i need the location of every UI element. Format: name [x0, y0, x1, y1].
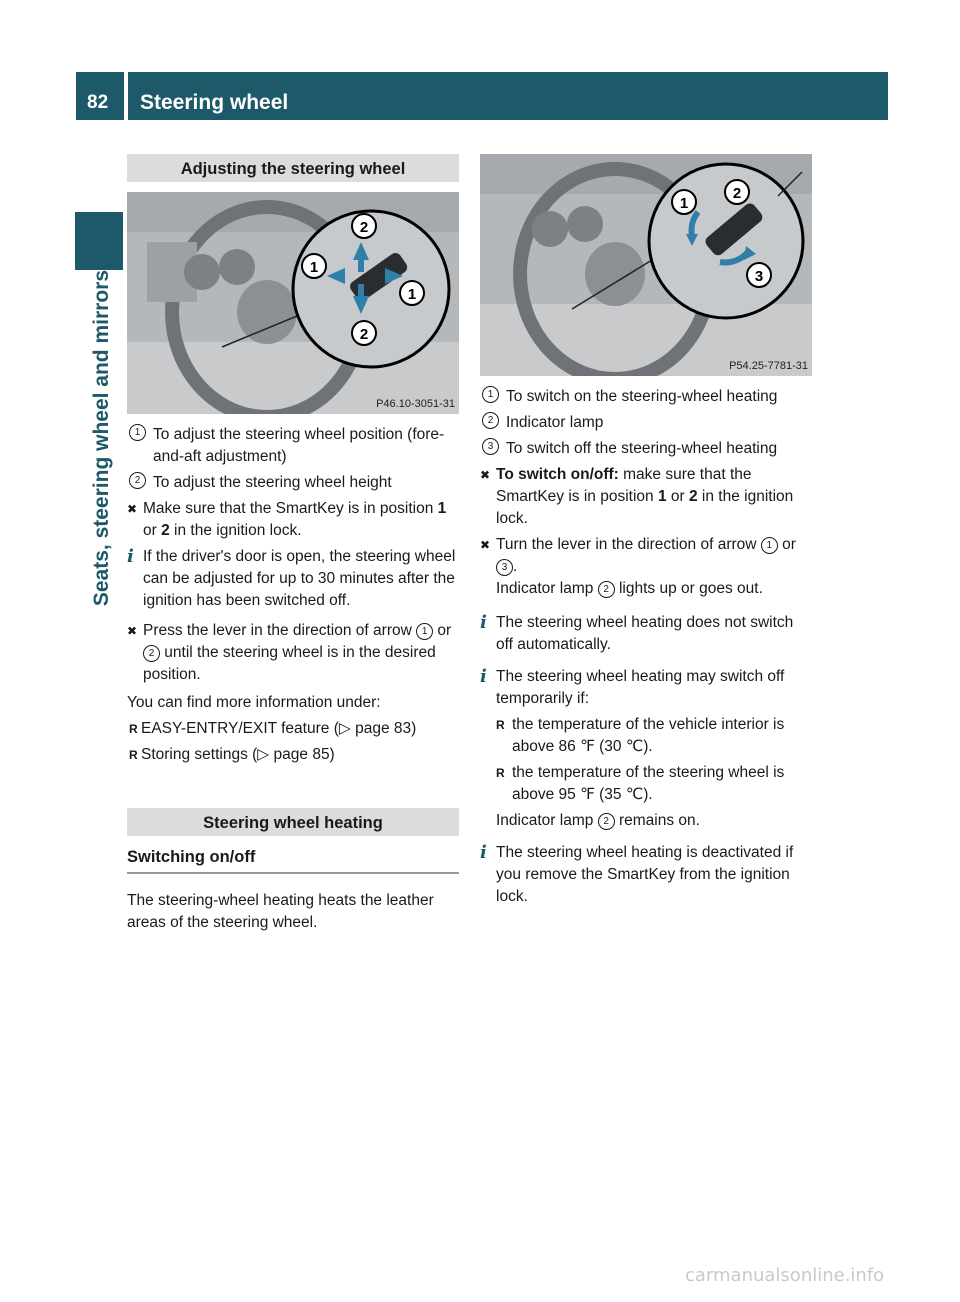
svg-text:2: 2	[359, 219, 369, 236]
chapter-label	[76, 270, 126, 790]
step-text: or	[143, 522, 162, 539]
legend-item	[127, 424, 459, 468]
header-divider	[124, 72, 128, 120]
note-text-part: Indicator lamp	[496, 812, 598, 829]
step-text: until the steering wheel is in the desired position.	[143, 644, 436, 683]
callout-2: 2	[598, 813, 615, 830]
info-icon: i	[480, 842, 487, 863]
watermark: carmanualsonline.info	[685, 1265, 885, 1286]
instruction-step	[480, 534, 812, 600]
step-text: Make sure that the SmartKey is in position	[143, 500, 438, 517]
legend-text: To switch on the steering-wheel heating	[506, 388, 778, 405]
note-text: The steering wheel heating may switch off temporarily if:	[496, 668, 785, 707]
legend-text: To adjust the steering wheel height	[153, 474, 392, 491]
step-arrow-icon: ✖	[480, 468, 491, 482]
step-arrow-icon: ✖	[127, 624, 138, 638]
note-text: If the driver's door is open, the steering wheel can be adjusted for up to 30 minutes after the ignition has been switched off.	[143, 548, 456, 609]
figure-adjust-steering	[127, 192, 459, 414]
legend-text: To switch off the steering-wheel heating	[506, 440, 778, 457]
callout-1: 1	[129, 424, 146, 441]
right-column	[480, 154, 812, 912]
info-note	[127, 546, 459, 612]
svg-text:2: 2	[732, 185, 742, 202]
legend-item	[480, 386, 812, 408]
legend-text: To adjust the steering wheel position (fore-and-aft adjustment)	[153, 426, 445, 465]
position-value: 2	[689, 488, 698, 505]
callout-3: 3	[496, 559, 513, 576]
left-column	[127, 150, 459, 938]
info-icon: i	[127, 546, 134, 567]
list-item	[496, 762, 812, 806]
list-item	[496, 714, 812, 758]
callout-2: 2	[129, 472, 146, 489]
section-heading-adjusting: Adjusting the steering wheel	[127, 154, 459, 182]
step-text: in the ignition lock.	[169, 522, 302, 539]
info-icon: i	[480, 612, 487, 633]
note-bullet-list	[480, 714, 812, 832]
steering-illustration	[127, 192, 459, 414]
bullet-icon: R	[496, 718, 505, 732]
callout-2: 2	[143, 645, 160, 662]
note-text: The steering wheel heating does not switch off automatically.	[496, 614, 794, 653]
svg-text:1: 1	[309, 259, 319, 276]
step-text: lights up or goes out.	[614, 580, 763, 597]
callout-1: 1	[416, 623, 433, 640]
step-text: Press the lever in the direction of arrow	[143, 622, 417, 639]
figure-code: P54.25-7781-31	[729, 360, 808, 372]
more-info-text: You can find more information under:	[127, 694, 381, 711]
info-note	[480, 612, 812, 656]
section-heading-heating: Steering wheel heating	[127, 808, 459, 836]
instruction-step	[127, 620, 459, 686]
subheading-switching: Switching on/off	[127, 846, 459, 874]
figure-steering-heating	[480, 154, 812, 376]
figure-code: P46.10-3051-31	[376, 398, 455, 410]
step-text: or	[433, 622, 452, 639]
page-title: Steering wheel	[140, 91, 289, 114]
chapter-tab	[75, 212, 123, 270]
svg-text:2: 2	[359, 326, 369, 343]
position-value: 1	[657, 488, 667, 505]
list-item-text: EASY-ENTRY/EXIT feature (▷ page 83)	[141, 720, 417, 737]
step-text: Indicator lamp	[496, 580, 598, 597]
info-note	[480, 842, 812, 908]
svg-text:1: 1	[679, 195, 689, 212]
list-item-text: Storing settings (▷ page 85)	[141, 746, 335, 763]
svg-text:3: 3	[754, 268, 764, 285]
legend-item	[480, 438, 812, 460]
callout-1: 1	[482, 386, 499, 403]
note-text	[496, 810, 812, 832]
step-arrow-icon: ✖	[480, 538, 491, 552]
position-value: 2	[161, 522, 170, 539]
callout-2: 2	[482, 412, 499, 429]
note-text: The steering wheel heating is deactivated if you remove the SmartKey from the ignition lock.	[496, 844, 794, 905]
note-text-part: remains on.	[614, 812, 700, 829]
step-text: or	[777, 536, 796, 553]
instruction-step	[480, 464, 812, 530]
step-label: To switch on/off:	[496, 466, 619, 483]
step-text: or	[666, 488, 689, 505]
page-number: 82	[87, 92, 109, 113]
callout-1: 1	[761, 537, 778, 554]
svg-text:1: 1	[407, 286, 417, 303]
position-value: 1	[437, 500, 447, 517]
info-icon: i	[480, 666, 487, 687]
bullet-icon: R	[129, 748, 138, 762]
list-item-text: the temperature of the vehicle interior is above 86 ℉ (30 ℃).	[512, 716, 785, 755]
heating-illustration	[480, 154, 812, 376]
step-arrow-icon: ✖	[127, 502, 138, 516]
callout-2: 2	[598, 581, 615, 598]
list-item-text: the temperature of the steering wheel is above 95 ℉ (35 ℃).	[512, 764, 785, 803]
instruction-step	[127, 498, 459, 542]
step-text: Turn the lever in the direction of arrow	[496, 536, 761, 553]
list-item	[127, 744, 459, 766]
intro-text: The steering-wheel heating heats the leather areas of the steering wheel.	[127, 892, 434, 931]
step-text: make sure that the SmartKey is in position	[496, 466, 752, 505]
bullet-icon: R	[129, 722, 138, 736]
step-text: .	[513, 558, 518, 575]
step-text: in the ignition lock.	[496, 488, 794, 527]
bullet-icon: R	[496, 766, 505, 780]
callout-3: 3	[482, 438, 499, 455]
legend-item	[480, 412, 812, 434]
legend-item	[127, 472, 459, 494]
list-item	[127, 718, 459, 740]
chapter-label-text: Seats, steering wheel and mirrors	[90, 270, 113, 607]
legend-text: Indicator lamp	[506, 414, 604, 431]
info-note	[480, 666, 812, 710]
